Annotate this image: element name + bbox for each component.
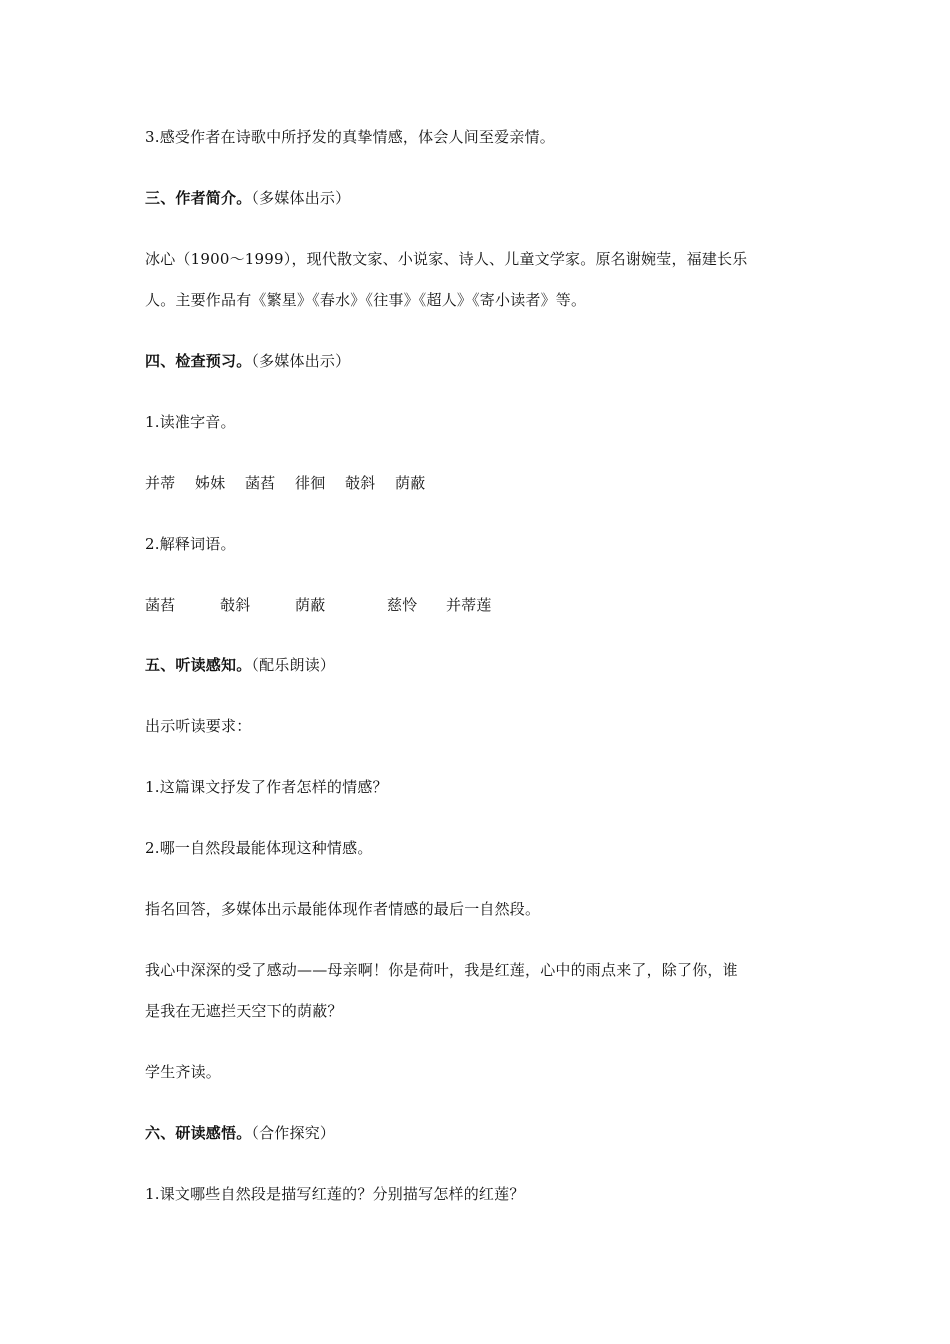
quote-line-2: 是我在无遮拦天空下的荫蔽？ <box>145 1002 343 1020</box>
explain-word: 攲斜 <box>220 596 251 614</box>
bio-line-2: 人。主要作品有《繁星》《春水》《往事》《超人》《寄小读者》等。 <box>145 291 587 309</box>
section-6-title: 六、研读感悟。 <box>145 1124 252 1142</box>
section-6-note: （合作探究） <box>251 1124 336 1142</box>
section-3-note: （多媒体出示） <box>251 189 351 207</box>
explain-word: 慈怜 <box>387 596 418 614</box>
explain-word: 并蒂莲 <box>446 596 492 614</box>
quote-line-1: 我心中深深的受了感动——母亲啊！你是荷叶，我是红莲，心中的雨点来了，除了你，谁 <box>145 961 738 979</box>
listen-requirements: 出示听读要求： <box>145 717 252 735</box>
section-5-note: （配乐朗读） <box>251 656 336 674</box>
goal-3: 3.感受作者在诗歌中所抒发的真挚情感，体会人间至爱亲情。 <box>145 128 555 146</box>
explain-words <box>145 595 492 615</box>
pron-word: 攲斜 <box>345 474 376 492</box>
section-4-title: 四、检查预习。 <box>145 352 252 370</box>
pron-word: 姊妹 <box>195 474 226 492</box>
section-4-note: （多媒体出示） <box>251 352 351 370</box>
section-5-title: 五、听读感知。 <box>145 656 252 674</box>
section-3-title: 三、作者简介。 <box>145 189 252 207</box>
pron-word: 徘徊 <box>295 474 326 492</box>
item-explain-words: 2.解释词语。 <box>145 535 236 553</box>
answer-instruction: 指名回答，多媒体出示最能体现作者情感的最后一自然段。 <box>145 900 541 918</box>
question-1: 1.这篇课文抒发了作者怎样的情感？ <box>145 778 388 796</box>
bio-line-1: 冰心（1900～1999），现代散文家、小说家、诗人、儿童文学家。原名谢婉莹，福建长乐 <box>145 250 748 268</box>
section-6-heading <box>145 1123 335 1143</box>
pron-word: 荫蔽 <box>395 474 426 492</box>
pron-word: 菡萏 <box>245 474 276 492</box>
section-6-question-1: 1.课文哪些自然段是描写红莲的？分别描写怎样的红莲？ <box>145 1185 525 1203</box>
item-read-pronunciation: 1.读准字音。 <box>145 413 236 431</box>
read-together: 学生齐读。 <box>145 1063 222 1081</box>
question-2: 2.哪一自然段最能体现这种情感。 <box>145 839 373 857</box>
section-3-heading <box>145 188 350 208</box>
explain-word: 荫蔽 <box>295 596 326 614</box>
pronunciation-words <box>145 473 425 493</box>
explain-word: 菡萏 <box>145 596 176 614</box>
section-5-heading <box>145 655 335 675</box>
section-4-heading <box>145 351 350 371</box>
pron-word: 并蒂 <box>145 474 176 492</box>
